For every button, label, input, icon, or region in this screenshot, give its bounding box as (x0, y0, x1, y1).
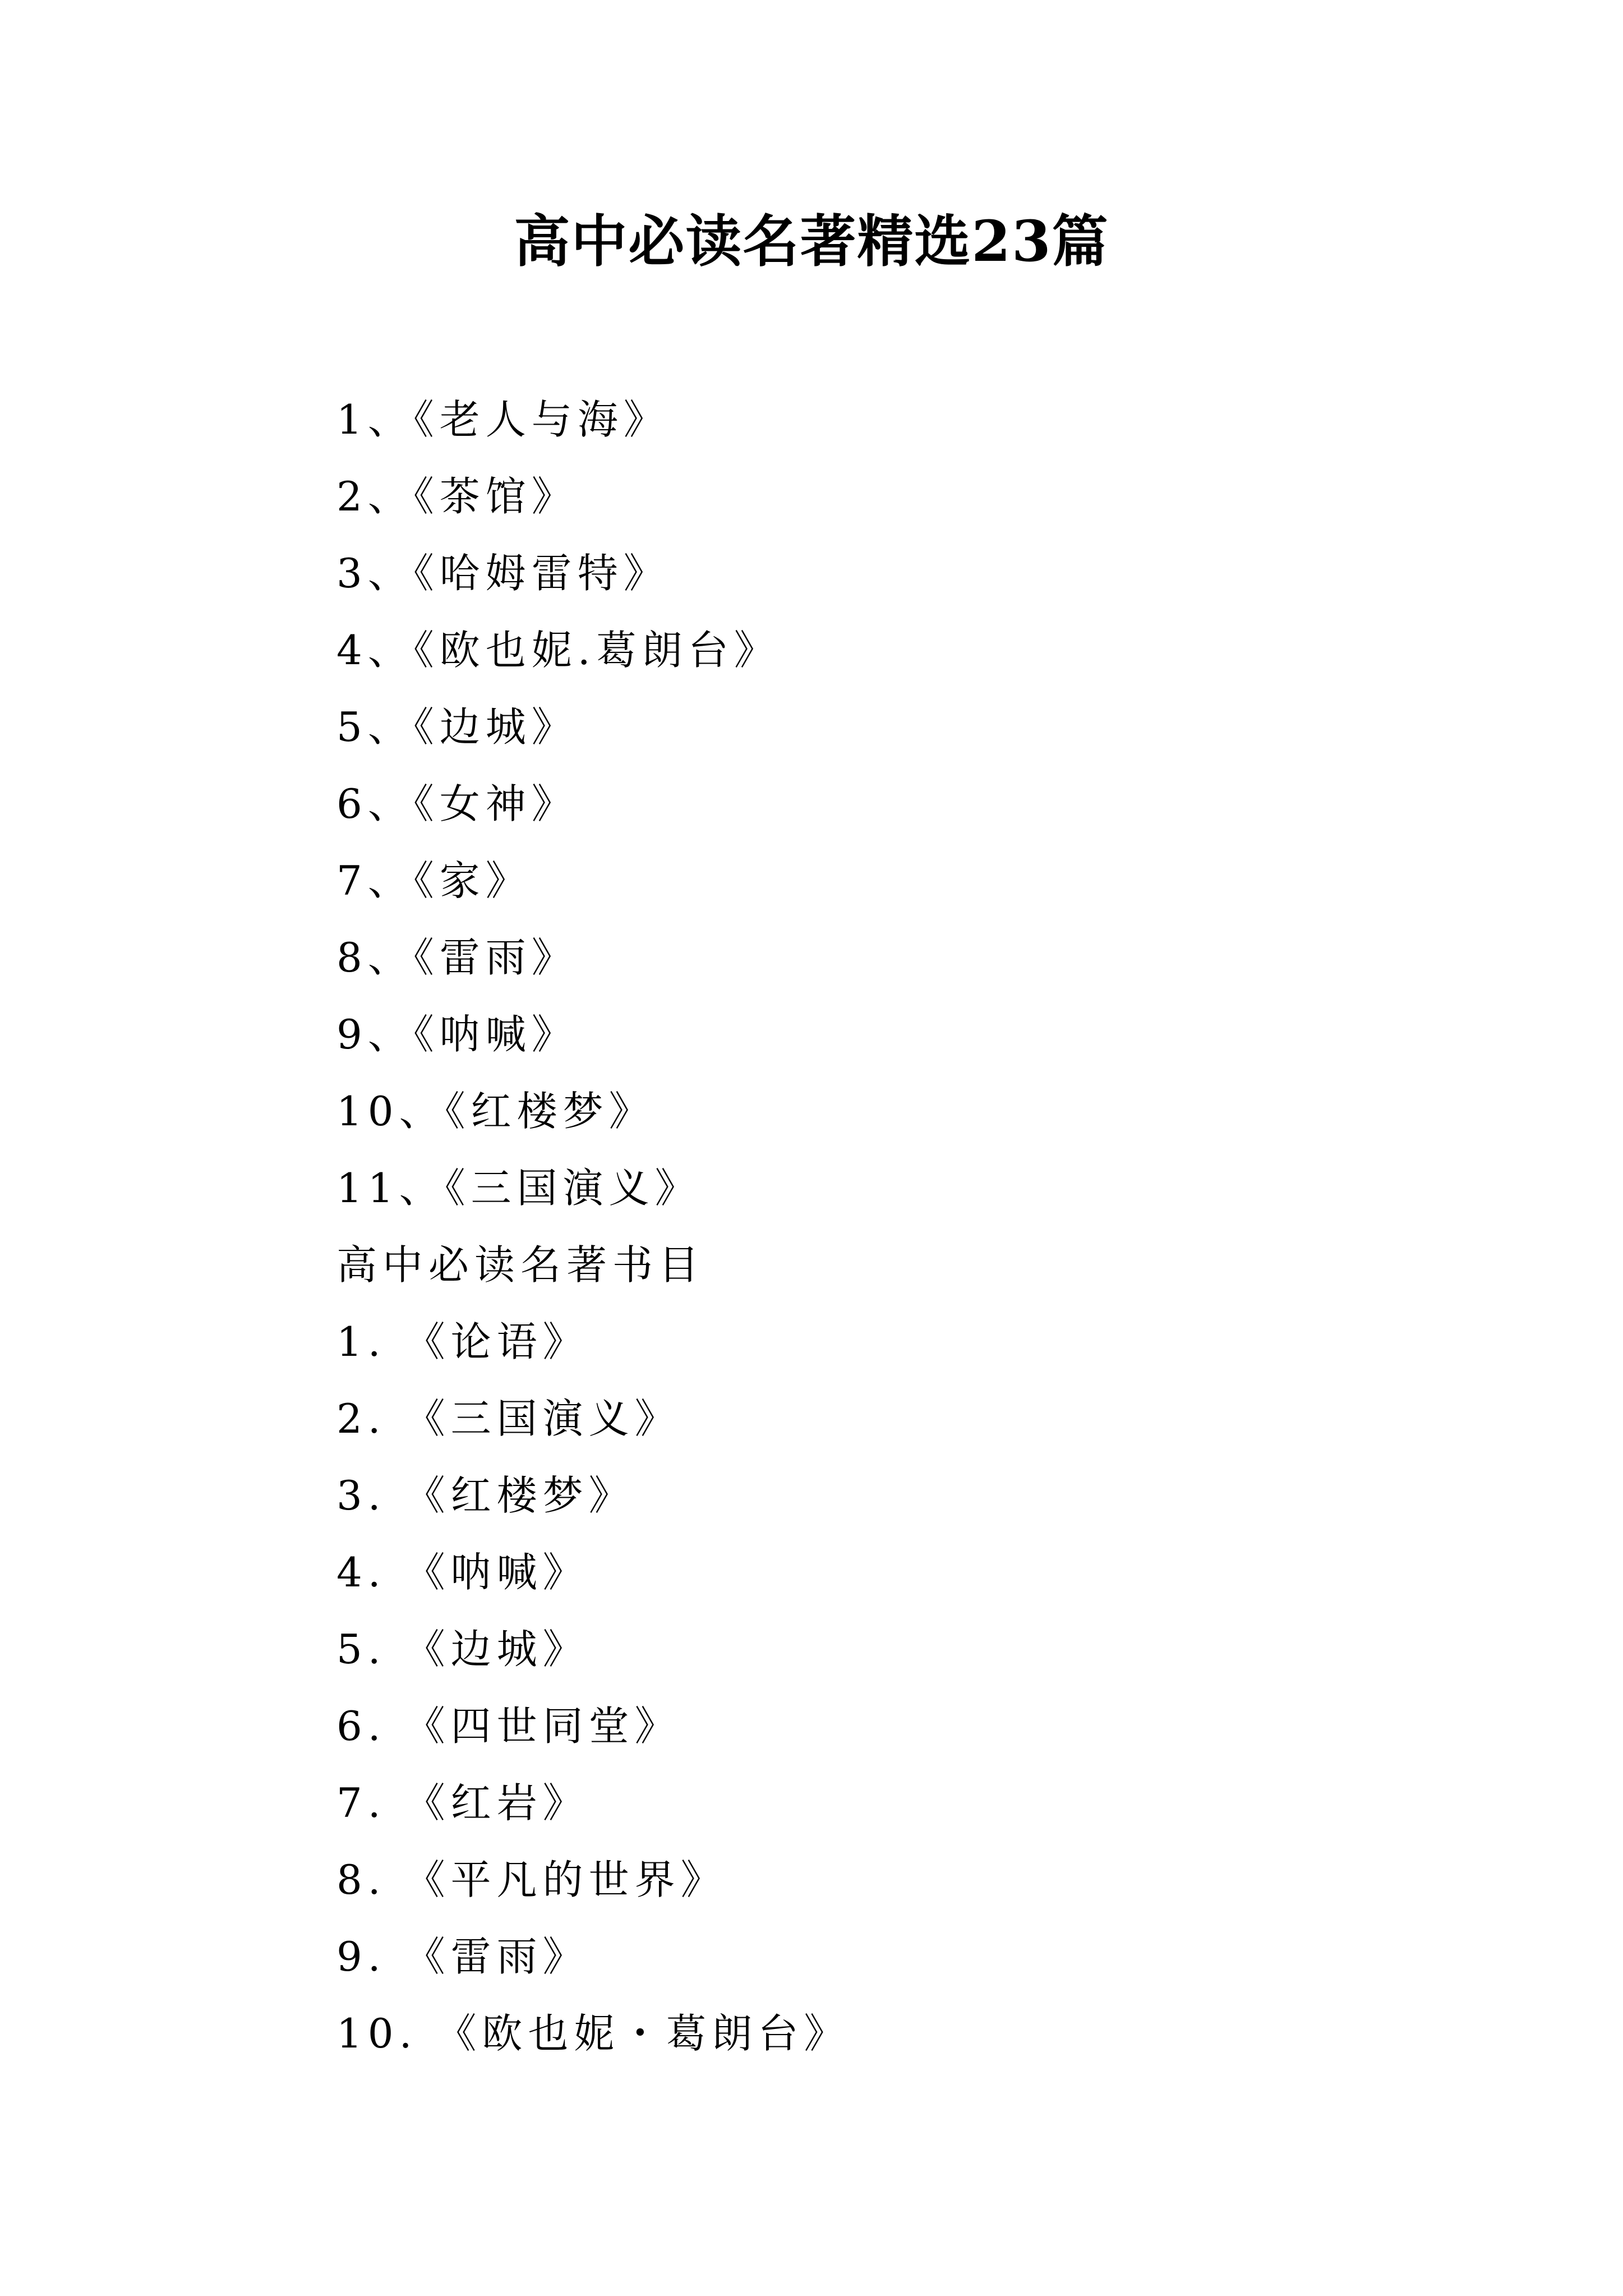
list-item: 9、《呐喊》 (336, 1011, 578, 1058)
list-item: 4. 《呐喊》 (336, 1549, 589, 1596)
list-item: 7、《家》 (336, 857, 532, 904)
list-item: 8. 《平凡的世界》 (336, 1856, 727, 1903)
section-heading: 高中必读名著书目 (336, 1241, 705, 1289)
list-item: 11、《三国演义》 (336, 1165, 701, 1212)
list-item: 2. 《三国演义》 (336, 1395, 681, 1442)
list-item: 1. 《论语》 (336, 1318, 589, 1365)
list-item: 5. 《边城》 (336, 1626, 589, 1673)
list-item: 7. 《红岩》 (336, 1779, 589, 1826)
list-item: 1、《老人与海》 (336, 396, 670, 443)
list-item: 5、《边城》 (336, 703, 578, 751)
document-title: 高中必读名著精选23篇 (514, 208, 1109, 274)
list-item: 8、《雷雨》 (336, 934, 578, 981)
list-item: 3. 《红楼梦》 (336, 1472, 635, 1519)
book-list (336, 381, 1458, 2072)
list-item: 4、《欧也妮.葛朗台》 (336, 627, 780, 674)
list-item: 3、《哈姆雷特》 (336, 550, 670, 597)
list-item: 6. 《四世同堂》 (336, 1703, 681, 1750)
list-item: 10、《红楼梦》 (336, 1088, 655, 1135)
list-item: 9. 《雷雨》 (336, 1933, 589, 1980)
list-item: 10. 《欧也妮・葛朗台》 (336, 2010, 850, 2057)
list-item: 6、《女神》 (336, 780, 578, 827)
list-item: 2、《茶馆》 (336, 473, 578, 520)
